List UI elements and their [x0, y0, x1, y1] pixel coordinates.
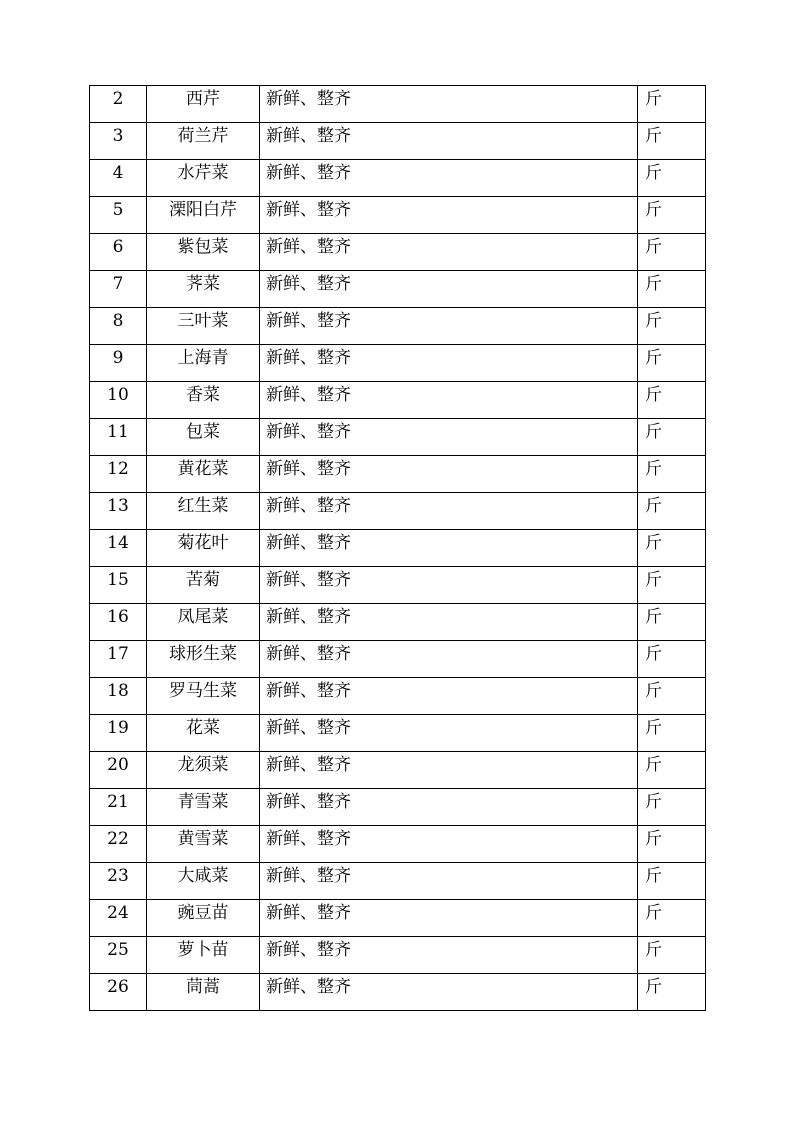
- table-row: [90, 271, 706, 308]
- quality-requirement-cell: 新鲜、整齐: [260, 197, 638, 234]
- table-row: [90, 160, 706, 197]
- unit-cell: 斤: [638, 382, 706, 419]
- quality-requirement-cell: 新鲜、整齐: [260, 937, 638, 974]
- table-row: [90, 197, 706, 234]
- quality-requirement-cell: 新鲜、整齐: [260, 493, 638, 530]
- quality-requirement-cell: 新鲜、整齐: [260, 678, 638, 715]
- quality-requirement-cell: 新鲜、整齐: [260, 419, 638, 456]
- row-number-cell: 18: [90, 678, 147, 715]
- unit-cell: 斤: [638, 86, 706, 123]
- row-number-cell: 26: [90, 974, 147, 1011]
- row-number-cell: 22: [90, 826, 147, 863]
- unit-cell: 斤: [638, 271, 706, 308]
- row-number-cell: 11: [90, 419, 147, 456]
- row-number-cell: 6: [90, 234, 147, 271]
- row-number-cell: 24: [90, 900, 147, 937]
- quality-requirement-cell: 新鲜、整齐: [260, 567, 638, 604]
- vegetable-name-cell: 荷兰芹: [147, 123, 260, 160]
- unit-cell: 斤: [638, 345, 706, 382]
- row-number-cell: 21: [90, 789, 147, 826]
- row-number-cell: 2: [90, 86, 147, 123]
- table-row: [90, 530, 706, 567]
- table-row: [90, 789, 706, 826]
- row-number-cell: 15: [90, 567, 147, 604]
- table-row: [90, 826, 706, 863]
- row-number-cell: 20: [90, 752, 147, 789]
- row-number-cell: 4: [90, 160, 147, 197]
- quality-requirement-cell: 新鲜、整齐: [260, 715, 638, 752]
- row-number-cell: 25: [90, 937, 147, 974]
- unit-cell: 斤: [638, 678, 706, 715]
- table-row: [90, 604, 706, 641]
- table-row: [90, 86, 706, 123]
- vegetable-name-cell: 黄雪菜: [147, 826, 260, 863]
- unit-cell: 斤: [638, 308, 706, 345]
- vegetable-name-cell: 青雪菜: [147, 789, 260, 826]
- vegetable-name-cell: 菊花叶: [147, 530, 260, 567]
- vegetable-name-cell: 西芹: [147, 86, 260, 123]
- vegetable-name-cell: 紫包菜: [147, 234, 260, 271]
- row-number-cell: 7: [90, 271, 147, 308]
- vegetable-table: [89, 85, 706, 1011]
- quality-requirement-cell: 新鲜、整齐: [260, 345, 638, 382]
- quality-requirement-cell: 新鲜、整齐: [260, 271, 638, 308]
- unit-cell: 斤: [638, 826, 706, 863]
- table-row: [90, 345, 706, 382]
- table-row: [90, 900, 706, 937]
- vegetable-name-cell: 萝卜苗: [147, 937, 260, 974]
- unit-cell: 斤: [638, 752, 706, 789]
- unit-cell: 斤: [638, 715, 706, 752]
- row-number-cell: 14: [90, 530, 147, 567]
- unit-cell: 斤: [638, 937, 706, 974]
- row-number-cell: 3: [90, 123, 147, 160]
- vegetable-name-cell: 上海青: [147, 345, 260, 382]
- vegetable-name-cell: 茼蒿: [147, 974, 260, 1011]
- quality-requirement-cell: 新鲜、整齐: [260, 382, 638, 419]
- vegetable-name-cell: 荠菜: [147, 271, 260, 308]
- vegetable-name-cell: 三叶菜: [147, 308, 260, 345]
- unit-cell: 斤: [638, 530, 706, 567]
- row-number-cell: 10: [90, 382, 147, 419]
- table-row: [90, 715, 706, 752]
- quality-requirement-cell: 新鲜、整齐: [260, 604, 638, 641]
- table-row: [90, 493, 706, 530]
- unit-cell: 斤: [638, 197, 706, 234]
- table-row: [90, 382, 706, 419]
- vegetable-name-cell: 水芹菜: [147, 160, 260, 197]
- unit-cell: 斤: [638, 123, 706, 160]
- table-row: [90, 234, 706, 271]
- unit-cell: 斤: [638, 456, 706, 493]
- table-row: [90, 419, 706, 456]
- quality-requirement-cell: 新鲜、整齐: [260, 308, 638, 345]
- table-row: [90, 752, 706, 789]
- vegetable-name-cell: 龙须菜: [147, 752, 260, 789]
- table-row: [90, 678, 706, 715]
- unit-cell: 斤: [638, 900, 706, 937]
- unit-cell: 斤: [638, 863, 706, 900]
- unit-cell: 斤: [638, 789, 706, 826]
- quality-requirement-cell: 新鲜、整齐: [260, 900, 638, 937]
- quality-requirement-cell: 新鲜、整齐: [260, 826, 638, 863]
- unit-cell: 斤: [638, 641, 706, 678]
- table-row: [90, 937, 706, 974]
- vegetable-name-cell: 凤尾菜: [147, 604, 260, 641]
- unit-cell: 斤: [638, 604, 706, 641]
- row-number-cell: 9: [90, 345, 147, 382]
- unit-cell: 斤: [638, 974, 706, 1011]
- quality-requirement-cell: 新鲜、整齐: [260, 752, 638, 789]
- table-row: [90, 974, 706, 1011]
- quality-requirement-cell: 新鲜、整齐: [260, 123, 638, 160]
- quality-requirement-cell: 新鲜、整齐: [260, 456, 638, 493]
- row-number-cell: 17: [90, 641, 147, 678]
- table-row: [90, 641, 706, 678]
- quality-requirement-cell: 新鲜、整齐: [260, 789, 638, 826]
- quality-requirement-cell: 新鲜、整齐: [260, 641, 638, 678]
- table-row: [90, 308, 706, 345]
- quality-requirement-cell: 新鲜、整齐: [260, 863, 638, 900]
- vegetable-name-cell: 包菜: [147, 419, 260, 456]
- quality-requirement-cell: 新鲜、整齐: [260, 86, 638, 123]
- unit-cell: 斤: [638, 567, 706, 604]
- row-number-cell: 13: [90, 493, 147, 530]
- table-row: [90, 863, 706, 900]
- vegetable-name-cell: 罗马生菜: [147, 678, 260, 715]
- table-row: [90, 123, 706, 160]
- table-row: [90, 456, 706, 493]
- row-number-cell: 12: [90, 456, 147, 493]
- vegetable-name-cell: 溧阳白芹: [147, 197, 260, 234]
- quality-requirement-cell: 新鲜、整齐: [260, 160, 638, 197]
- vegetable-name-cell: 大咸菜: [147, 863, 260, 900]
- table-row: [90, 567, 706, 604]
- row-number-cell: 16: [90, 604, 147, 641]
- vegetable-name-cell: 豌豆苗: [147, 900, 260, 937]
- vegetable-name-cell: 花菜: [147, 715, 260, 752]
- quality-requirement-cell: 新鲜、整齐: [260, 530, 638, 567]
- unit-cell: 斤: [638, 160, 706, 197]
- row-number-cell: 19: [90, 715, 147, 752]
- vegetable-name-cell: 苦菊: [147, 567, 260, 604]
- vegetable-table-body: [90, 86, 706, 1011]
- vegetable-name-cell: 黄花菜: [147, 456, 260, 493]
- vegetable-name-cell: 香菜: [147, 382, 260, 419]
- unit-cell: 斤: [638, 419, 706, 456]
- quality-requirement-cell: 新鲜、整齐: [260, 234, 638, 271]
- vegetable-name-cell: 球形生菜: [147, 641, 260, 678]
- row-number-cell: 8: [90, 308, 147, 345]
- unit-cell: 斤: [638, 234, 706, 271]
- quality-requirement-cell: 新鲜、整齐: [260, 974, 638, 1011]
- vegetable-name-cell: 红生菜: [147, 493, 260, 530]
- row-number-cell: 23: [90, 863, 147, 900]
- row-number-cell: 5: [90, 197, 147, 234]
- unit-cell: 斤: [638, 493, 706, 530]
